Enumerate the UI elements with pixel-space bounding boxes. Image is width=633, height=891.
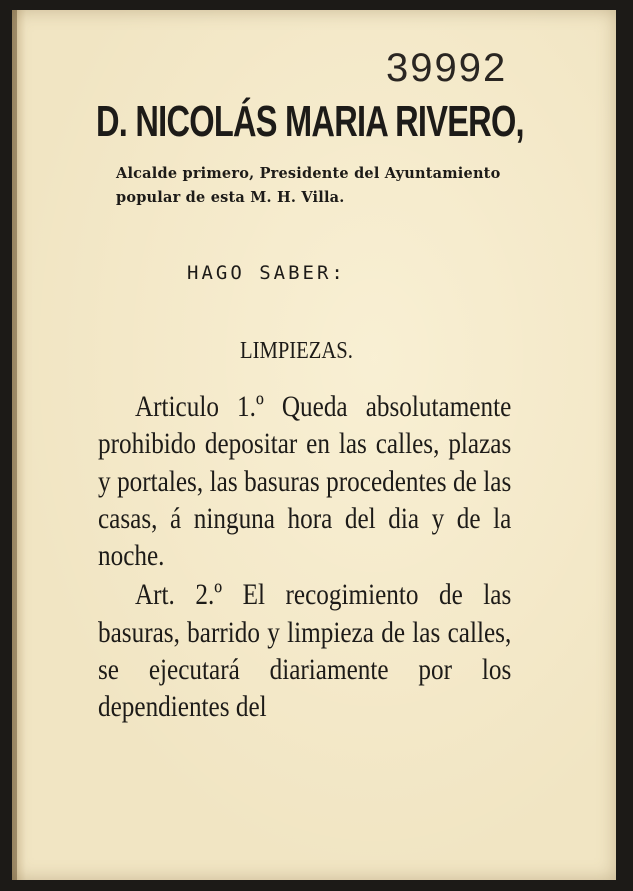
document-title: D. NICOLÁS MARIA RIVERO, bbox=[96, 97, 524, 146]
document-subtitle: Alcalde primero, Presidente del Ayuntamiento popular de esta M. H. Villa. bbox=[116, 165, 501, 206]
paragraph-article-2: Art. 2.º El recogimiento de las basuras, barrido y limpieza de las calles, se ejecutará diariamente por los dependientes del bbox=[98, 578, 512, 724]
document-body bbox=[98, 388, 511, 726]
paragraph-article-1: Articulo 1.º Queda absolutamente prohibido depositar en las calles, plazas y portales, las basuras procedentes de las casas, á ninguna hora del dia y de la noche. bbox=[98, 390, 512, 573]
catalog-number: 39992 bbox=[386, 46, 508, 90]
section-heading: LIMPIEZAS. bbox=[240, 338, 353, 364]
page-edge-shadow bbox=[12, 10, 17, 880]
proclamation: HAGO SABER: bbox=[187, 262, 346, 284]
document-page bbox=[12, 10, 616, 880]
